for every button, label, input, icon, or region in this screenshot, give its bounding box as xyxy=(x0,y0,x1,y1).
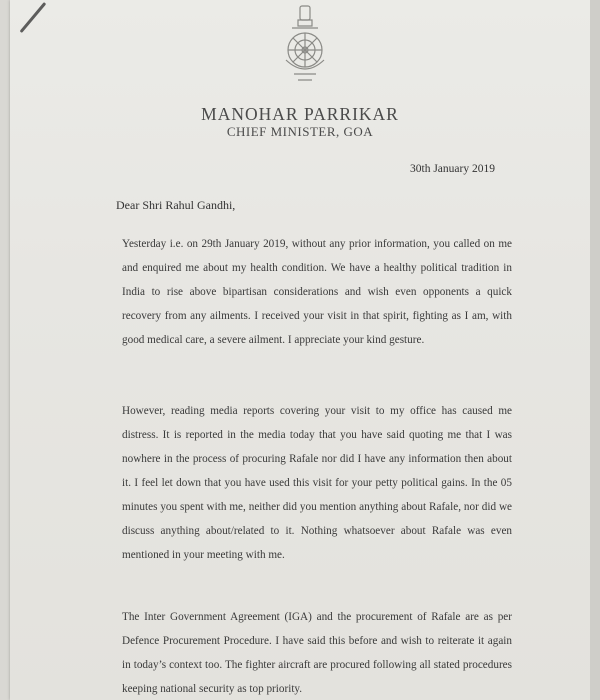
letter-date: 30th January 2019 xyxy=(410,163,495,175)
sender-title: CHIEF MINISTER, GOA xyxy=(226,124,374,139)
page-edge xyxy=(590,0,600,700)
pen-tick-mark xyxy=(20,2,47,33)
paragraph-2 xyxy=(122,399,512,567)
paragraph-text: However, reading media reports covering your visit to my office has caused me distress. It is reported in the media today that you have said quoting me that I was nowhere in the process of procuring Rafale nor did I have any information then about it. I feel let down that you have used this visit for your petty political gains. In the 05 minutes you spent with me, neither did you mention anything about Rafale, nor did we discuss anything about/related to it. Nothing whatsoever about Rafale was even mentioned in your meeting with me. xyxy=(122,405,512,561)
paragraph-text: The Inter Government Agreement (IGA) and the procurement of Rafale are as per Defence Procurement Procedure. I have said this before and wish to reiterate it again in today’s context too. The fighter aircraft are procured following all stated procedures keeping national security as top priority. xyxy=(122,611,512,695)
paragraph-1 xyxy=(122,232,512,352)
paragraph-text: Yesterday i.e. on 29th January 2019, without any prior information, you called on me and enquired me about my health condition. We have a healthy political tradition in India to rise above bipartisan considerations and wish even opponents a quick recovery from any ailments. I received your visit in that spirit, fighting as I am, with good medical care, a severe ailment. I appreciate your kind gesture. xyxy=(122,238,512,346)
letter-page xyxy=(10,0,590,700)
goa-state-emblem-icon xyxy=(280,2,330,90)
salutation: Dear Shri Rahul Gandhi, xyxy=(116,198,236,212)
sender-name: MANOHAR PARRIKAR xyxy=(201,104,399,124)
paragraph-3 xyxy=(122,605,512,700)
